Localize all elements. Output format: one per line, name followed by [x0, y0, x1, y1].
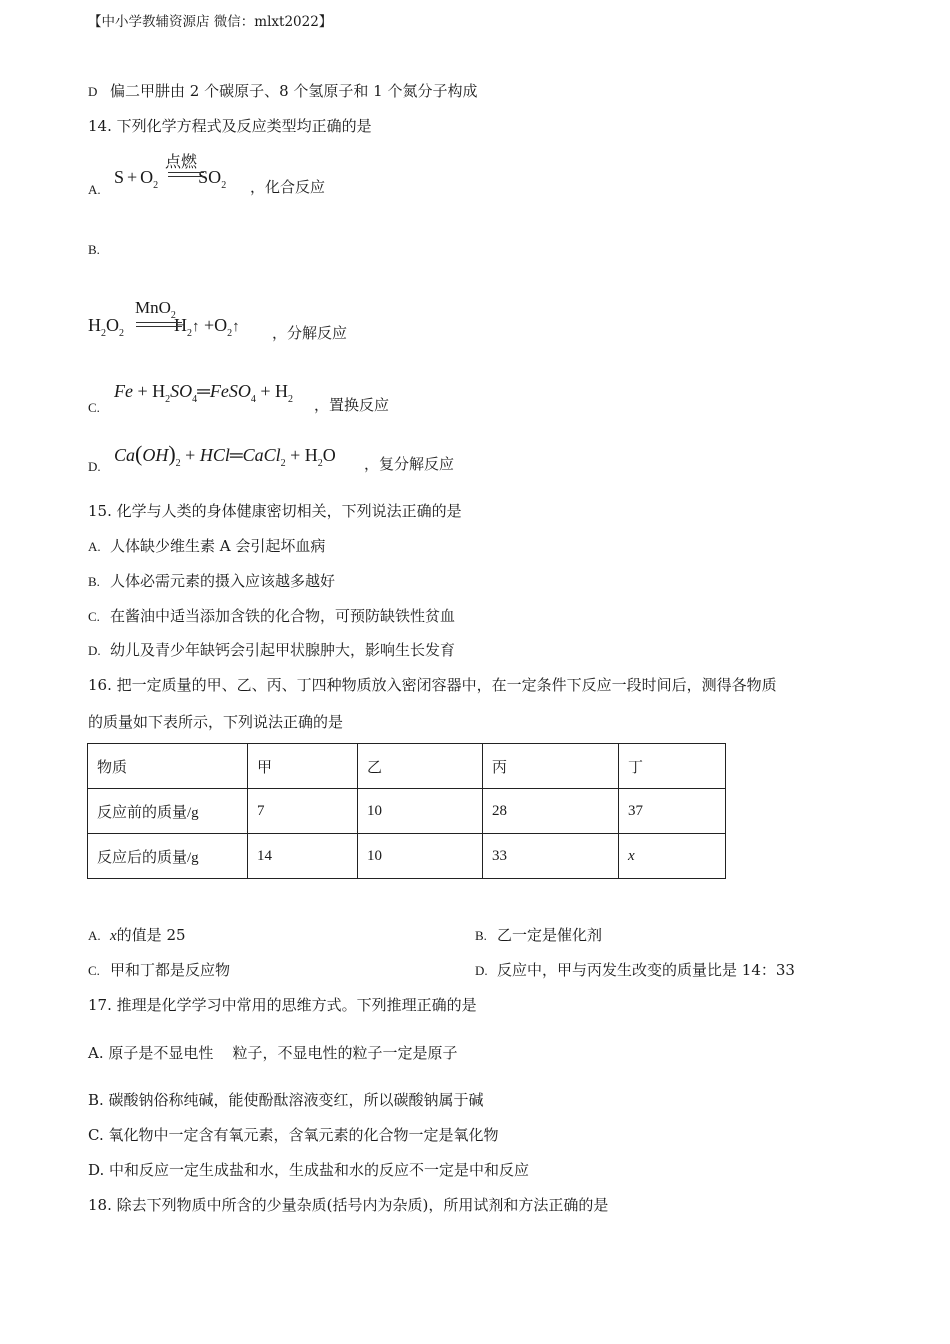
- q14-a-condition: 点燃: [165, 152, 198, 171]
- q18-stem: 18. 除去下列物质中所含的少量杂质(括号内为杂质)，所用试剂和方法正确的是: [88, 1196, 609, 1214]
- q17-option-b: B. 碳酸钠俗称纯碱，能使酚酞溶液变红，所以碳酸钠属于碱: [88, 1091, 484, 1109]
- table-cell: 28: [483, 789, 619, 834]
- q15-option-b: B. 人体必需元素的摄入应该越多越好: [88, 572, 336, 590]
- table-cell: 反应前的质量/g: [88, 789, 248, 834]
- table-header-row: [88, 744, 726, 789]
- q16-option-d: D. 反应中，甲与丙发生改变的质量比是 14：33: [475, 961, 795, 979]
- q14-a-equals-top: [168, 172, 204, 173]
- table-header-cell: 丁: [619, 744, 726, 789]
- q17-option-c: C. 氧化物中一定含有氧元素，含氧元素的化合物一定是氧化物: [88, 1126, 499, 1144]
- q14-stem: 14. 下列化学方程式及反应类型均正确的是: [88, 117, 372, 135]
- table-row: [88, 834, 726, 879]
- table-row: [88, 789, 726, 834]
- table-header-cell: 物质: [88, 744, 248, 789]
- q16-stem-line2: 的质量如下表所示，下列说法正确的是: [88, 713, 344, 731]
- q14-b-condition: MnO$_2$: [135, 298, 176, 321]
- q14-a-letter: A.: [88, 182, 101, 197]
- q16-stem-line1: 16. 把一定质量的甲、乙、丙、丁四种物质放入密闭容器中，在一定条件下反应一段时间后，测得各物质: [88, 676, 777, 694]
- table-cell: 14: [248, 834, 358, 879]
- q13-option-d: [88, 82, 477, 100]
- q17-stem: 17. 推理是化学学习中常用的思维方式。下列推理正确的是: [88, 996, 477, 1014]
- q14-b-letter: B.: [88, 242, 100, 257]
- q16-option-b: B. 乙一定是催化剂: [475, 926, 603, 944]
- q16-mass-table: [87, 743, 726, 879]
- q15-option-c: C. 在酱油中适当添加含铁的化合物，可预防缺铁性贫血: [88, 607, 456, 625]
- q14-b-type: ，分解反应: [272, 324, 348, 342]
- q14-d-type: ，复分解反应: [364, 455, 455, 473]
- table-cell: x: [619, 834, 726, 879]
- table-cell: 反应后的质量/g: [88, 834, 248, 879]
- q14-c-letter: C.: [88, 400, 100, 415]
- q14-a-type: ，化合反应: [250, 178, 326, 196]
- table-header-cell: 丙: [483, 744, 619, 789]
- q14-c-type: ，置换反应: [314, 396, 390, 414]
- q14-d-letter: D.: [88, 459, 101, 474]
- q14-b-equals-top: [136, 322, 182, 323]
- q17-option-a: A. 原子是不显电性 粒子，不显电性的粒子一定是原子: [88, 1044, 458, 1062]
- header-watermark: 【中小学教辅资源店 微信：mlxt2022】: [88, 14, 333, 30]
- q14-d-equation: $Ca(OH)_2$ + HCl═CaCl$_2$ + $H_2O$: [114, 441, 336, 469]
- table-header-cell: 甲: [248, 744, 358, 789]
- q14-b-equation: $H_2O_2$ $H_2↑$ $+O_2↑$: [88, 315, 240, 339]
- option-letter: D: [88, 84, 98, 99]
- q15-stem: 15. 化学与人类的身体健康密切相关，下列说法正确的是: [88, 502, 462, 520]
- q14-a-equals-bottom: [168, 176, 204, 177]
- q15-option-a: A. 人体缺少维生素 A 会引起坏血病: [88, 537, 326, 555]
- table-cell: 10: [358, 789, 483, 834]
- q14-b-equals-bottom: [136, 326, 182, 327]
- table-cell: 33: [483, 834, 619, 879]
- q14-a-equation: $S + O_2$ $SO_2$: [114, 167, 227, 191]
- table-cell: 37: [619, 789, 726, 834]
- table-cell: 7: [248, 789, 358, 834]
- option-text: 偏二甲肼由 2 个碳原子、8 个氢原子和 1 个氮分子构成: [110, 82, 478, 100]
- table-header-cell: 乙: [358, 744, 483, 789]
- table-cell: 10: [358, 834, 483, 879]
- q16-option-c: C. 甲和丁都是反应物: [88, 961, 231, 979]
- q14-c-equation: $Fe + H_2SO_4═FeSO_4 + H_2$: [114, 381, 294, 405]
- q16-option-a: A. x的值是 25: [88, 926, 186, 944]
- q15-option-d: D. 幼儿及青少年缺钙会引起甲状腺肿大，影响生长发育: [88, 641, 456, 659]
- q17-option-d: D. 中和反应一定生成盐和水，生成盐和水的反应不一定是中和反应: [88, 1161, 530, 1179]
